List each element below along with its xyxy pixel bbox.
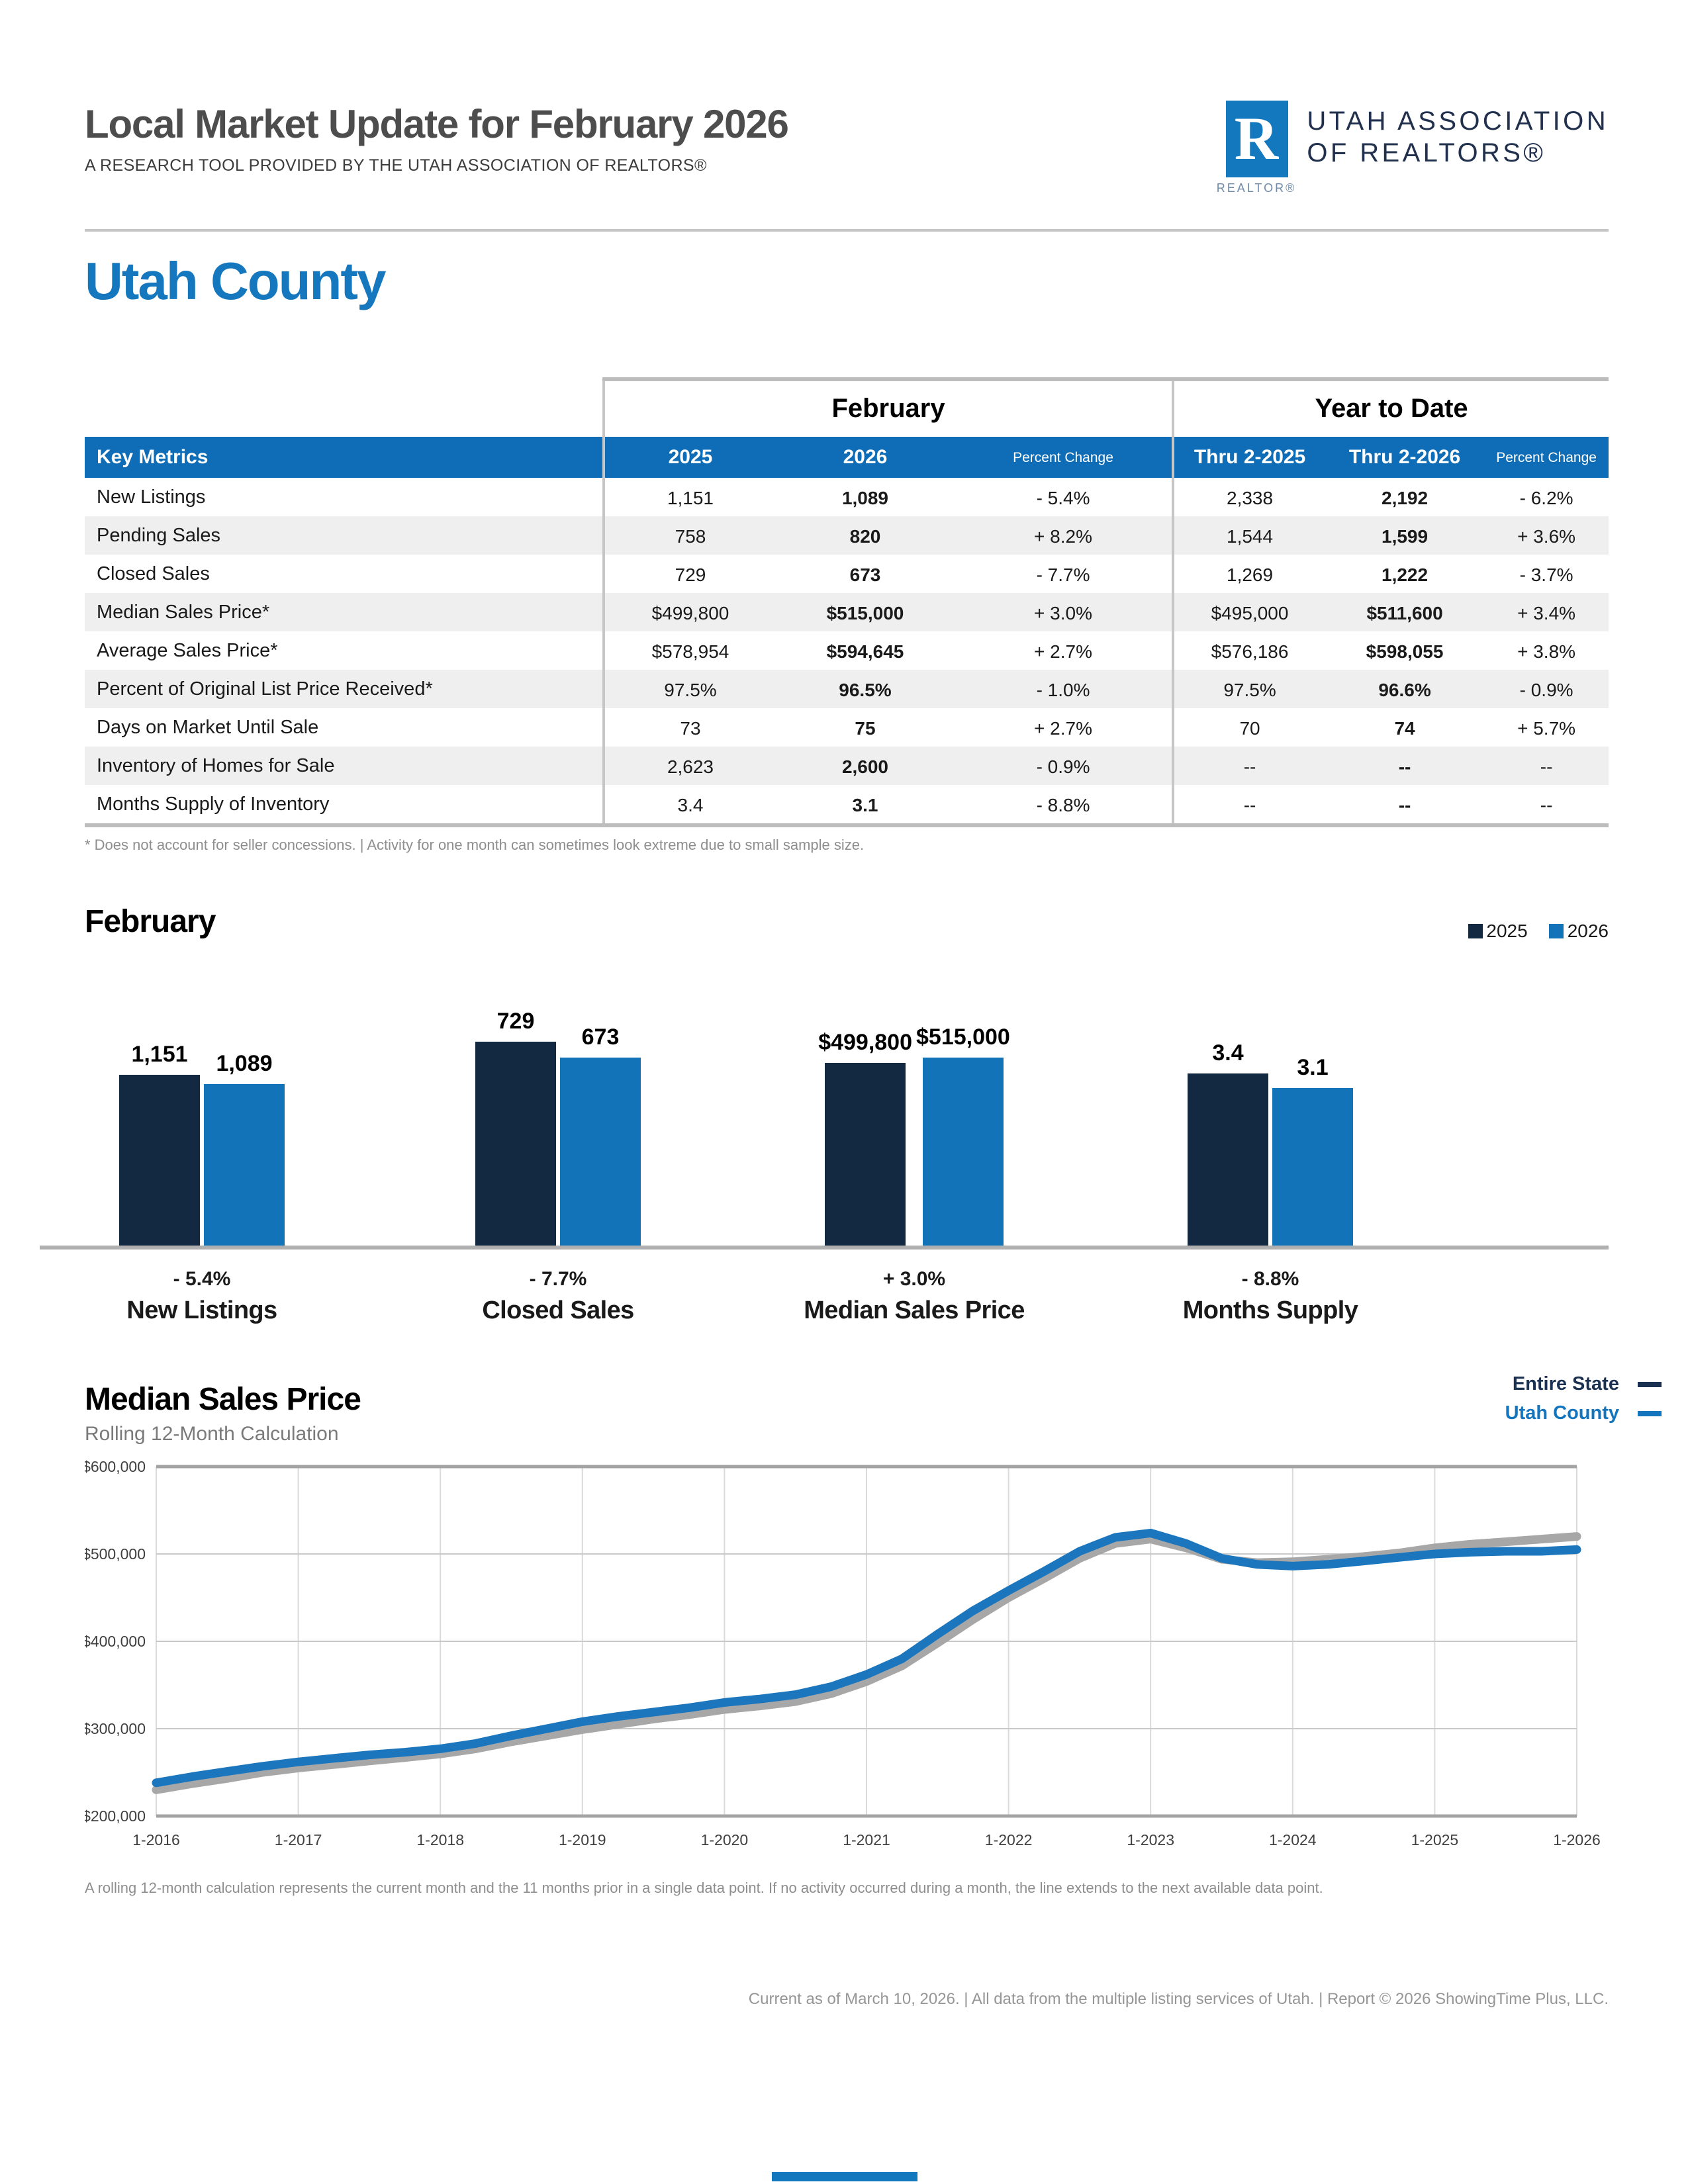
bar-rect — [475, 1042, 556, 1246]
metric-value: -- — [1173, 785, 1325, 825]
metric-value: 758 — [604, 516, 776, 555]
svg-text:1-2025: 1-2025 — [1411, 1831, 1459, 1848]
report-header — [85, 0, 1609, 195]
bar-group-months-supply — [1092, 1040, 1448, 1246]
metric-label: Closed Sales — [97, 563, 210, 584]
bar-value-label: $515,000 — [916, 1024, 1010, 1050]
bar-group-closed-sales — [380, 1009, 736, 1246]
svg-text:1-2026: 1-2026 — [1553, 1831, 1601, 1848]
table-row — [85, 555, 1609, 593]
table-row — [85, 747, 1609, 785]
metric-value: 729 — [604, 555, 776, 593]
metric-value: $576,186 — [1173, 631, 1325, 670]
group-header-spacer — [85, 379, 604, 437]
metric-value: -- — [1484, 785, 1609, 825]
bar-2026 — [560, 1024, 641, 1246]
category-label: New Listings — [126, 1297, 277, 1325]
line-chart-caption: A rolling 12-month calculation represents the current month and the 11 months prior in a single data point. If no activity occurred during a month, the line extends to the next available data point. — [85, 1881, 1323, 1897]
table-row — [85, 516, 1609, 555]
metric-value: -- — [1484, 747, 1609, 785]
metric-value: 2,338 — [1173, 478, 1325, 516]
svg-text:1-2020: 1-2020 — [700, 1831, 749, 1848]
metric-value: - 5.4% — [1036, 486, 1090, 508]
bar-group-new-listings — [24, 1042, 380, 1246]
metric-value: - 1.0% — [955, 670, 1173, 708]
entire-state-dash-icon — [1638, 1383, 1662, 1387]
header-divider — [85, 229, 1609, 232]
metric-value: 96.5% — [776, 670, 955, 708]
svg-text:1-2022: 1-2022 — [984, 1831, 1033, 1848]
group-header-ytd: Year to Date — [1173, 379, 1609, 437]
bar-rect — [1272, 1088, 1353, 1246]
table-footnote: * Does not account for seller concessions. | Activity for one month can sometimes look extreme due to small sample size. — [85, 838, 865, 854]
bar-chart-header — [85, 904, 1609, 941]
metric-value: + 3.6% — [1484, 516, 1609, 555]
line-chart-title: Median Sales Price — [85, 1382, 361, 1418]
metric-value: 2,600 — [776, 747, 955, 785]
category-label: Closed Sales — [482, 1297, 634, 1325]
svg-text:$300,000: $300,000 — [85, 1720, 146, 1737]
metric-value: -- — [1325, 785, 1484, 825]
bar-2026 — [204, 1051, 285, 1246]
table-row — [85, 478, 1609, 516]
table-row — [85, 670, 1609, 708]
bar-rect — [1188, 1073, 1268, 1246]
bar-rect — [204, 1084, 285, 1246]
legend-swatch-2026 — [1549, 924, 1564, 938]
svg-text:1-2024: 1-2024 — [1268, 1831, 1317, 1848]
bar-2026 — [1272, 1055, 1353, 1246]
svg-text:1-2016: 1-2016 — [132, 1831, 180, 1848]
metric-value: 2,192 — [1382, 486, 1429, 508]
report-subtitle: A RESEARCH TOOL PROVIDED BY THE UTAH ASSOCIATION OF REALTORS® — [85, 156, 707, 175]
table-row — [85, 593, 1609, 631]
metric-value: 1,544 — [1173, 516, 1325, 555]
bar-2025 — [1188, 1040, 1268, 1246]
metric-value: $499,800 — [604, 593, 776, 631]
bar-value-label: 729 — [496, 1009, 535, 1034]
metric-value: + 5.7% — [1517, 717, 1576, 738]
bar-chart-category-row — [24, 1291, 1448, 1326]
uar-logo — [1217, 101, 1609, 195]
metric-value: - 8.8% — [955, 785, 1173, 825]
bar-group-median-sales-price — [736, 1024, 1092, 1246]
metric-value: $515,000 — [776, 593, 955, 631]
metric-value: 1,151 — [604, 478, 776, 516]
metric-value: 73 — [604, 708, 776, 747]
line-chart-subtitle: Rolling 12-Month Calculation — [85, 1423, 339, 1445]
report-title: Local Market Update for February 2026 — [85, 103, 788, 147]
metric-label: Days on Market Until Sale — [97, 717, 319, 738]
bar-chart-plot — [24, 949, 1448, 1246]
metric-value: 1,269 — [1173, 555, 1325, 593]
svg-text:$500,000: $500,000 — [85, 1545, 146, 1563]
area-title: Utah County — [85, 253, 385, 311]
bar-value-label: 3.4 — [1212, 1040, 1244, 1066]
metric-value: + 2.7% — [1034, 640, 1092, 661]
metric-value: 1,089 — [841, 486, 889, 508]
metric-value: 70 — [1173, 708, 1325, 747]
median-sales-price-chart — [85, 1459, 1609, 1858]
bar-value-label: 673 — [581, 1024, 620, 1050]
metric-value: + 8.2% — [955, 516, 1173, 555]
report-header-text — [85, 103, 788, 175]
bar-chart-legend — [1468, 920, 1609, 941]
metric-value: 97.5% — [604, 670, 776, 708]
legend-item-entire-state: Entire State — [1505, 1374, 1662, 1395]
metric-label: Average Sales Price* — [97, 640, 278, 661]
metric-value: 96.6% — [1325, 670, 1484, 708]
percent-change-label: - 5.4% — [173, 1268, 231, 1291]
column-header: Thru 2-2026 — [1325, 437, 1484, 478]
bar-chart-percent-row — [24, 1250, 1448, 1291]
metric-value: 820 — [776, 516, 955, 555]
bottom-accent-bar — [771, 2172, 917, 2181]
metric-value: + 3.0% — [955, 593, 1173, 631]
bar-2025 — [119, 1042, 200, 1246]
metric-value: + 2.7% — [1034, 717, 1092, 738]
metric-value: $578,954 — [604, 631, 776, 670]
column-header: Percent Change — [1484, 437, 1609, 478]
bar-2025 — [818, 1030, 912, 1246]
legend-item-utah-county: Utah County — [1505, 1403, 1662, 1424]
metric-value: $598,055 — [1366, 640, 1444, 661]
metric-value: + 3.4% — [1484, 593, 1609, 631]
svg-text:$600,000: $600,000 — [85, 1459, 146, 1475]
bar-2026 — [916, 1024, 1010, 1246]
metric-label: Median Sales Price* — [85, 593, 604, 631]
column-header: Thru 2-2025 — [1173, 437, 1325, 478]
metric-value: 1,599 — [1325, 516, 1484, 555]
bar-chart-title: February — [85, 904, 216, 940]
svg-text:1-2019: 1-2019 — [558, 1831, 606, 1848]
realtor-r-icon: R — [1225, 101, 1288, 177]
legend-item-2026: 2026 — [1549, 920, 1609, 941]
metric-value: 75 — [855, 717, 876, 738]
realtor-label: REALTOR® — [1216, 181, 1297, 195]
category-label: Months Supply — [1182, 1297, 1358, 1325]
svg-text:1-2018: 1-2018 — [416, 1831, 465, 1848]
metric-value: 673 — [849, 563, 881, 584]
category-label: Median Sales Price — [804, 1297, 1025, 1325]
svg-text:1-2017: 1-2017 — [274, 1831, 322, 1848]
metric-label: Percent of Original List Price Received* — [85, 670, 604, 708]
legend-swatch-2025 — [1468, 924, 1482, 938]
metric-value: 2,623 — [604, 747, 776, 785]
svg-text:$400,000: $400,000 — [85, 1633, 146, 1650]
metric-value: 3.1 — [776, 785, 955, 825]
utah-county-dash-icon — [1638, 1412, 1662, 1416]
table-row — [85, 631, 1609, 670]
bar-value-label: 3.1 — [1297, 1055, 1329, 1080]
metric-value: - 6.2% — [1519, 486, 1573, 508]
column-header: 2025 — [604, 437, 776, 478]
table-row — [85, 708, 1609, 747]
metric-value: - 7.7% — [1036, 563, 1090, 584]
metric-value: $511,600 — [1325, 593, 1484, 631]
bar-2025 — [475, 1009, 556, 1246]
table-row — [85, 785, 1609, 825]
association-name-line1: UTAH ASSOCIATION — [1307, 107, 1609, 136]
metric-value: 97.5% — [1173, 670, 1325, 708]
bar-rect — [560, 1058, 641, 1246]
metric-label: New Listings — [97, 486, 206, 508]
metric-value: $594,645 — [826, 640, 904, 661]
metric-value: + 3.8% — [1517, 640, 1576, 661]
metric-value: 74 — [1394, 717, 1415, 738]
bar-value-label: 1,151 — [131, 1042, 188, 1067]
association-name — [1307, 106, 1609, 171]
report-footer-note: Current as of March 10, 2026. | All data from the multiple listing services of Utah. | Report © 2026 ShowingTime Plus, LLC. — [748, 1989, 1609, 2008]
metric-value: - 0.9% — [955, 747, 1173, 785]
svg-text:1-2021: 1-2021 — [843, 1831, 890, 1848]
metric-value: $495,000 — [1173, 593, 1325, 631]
metric-value: 1,222 — [1382, 563, 1429, 584]
association-name-line2: OF REALTORS® — [1307, 139, 1546, 169]
column-header: 2026 — [776, 437, 955, 478]
column-header: Percent Change — [955, 437, 1173, 478]
line-chart-plot — [85, 1459, 1609, 1865]
metric-value: -- — [1325, 747, 1484, 785]
metric-value: - 3.7% — [1519, 563, 1573, 584]
percent-change-label: + 3.0% — [882, 1268, 946, 1291]
percent-change-label: - 8.8% — [1241, 1268, 1299, 1291]
bar-value-label: 1,089 — [216, 1051, 273, 1076]
column-header: Key Metrics — [85, 437, 604, 478]
metric-label: Pending Sales — [85, 516, 604, 555]
metric-value: -- — [1173, 747, 1325, 785]
metric-value: 3.4 — [604, 785, 776, 825]
metric-label: Months Supply of Inventory — [85, 785, 604, 825]
metric-value: - 0.9% — [1484, 670, 1609, 708]
line-chart-header — [85, 1374, 1619, 1445]
bar-rect — [923, 1058, 1004, 1246]
svg-text:$200,000: $200,000 — [85, 1807, 146, 1825]
key-metrics-table — [85, 377, 1609, 827]
percent-change-label: - 7.7% — [529, 1268, 587, 1291]
bar-value-label: $499,800 — [818, 1030, 912, 1055]
bar-rect — [119, 1075, 200, 1246]
bar-rect — [825, 1063, 906, 1246]
legend-item-2025: 2025 — [1468, 920, 1527, 941]
metric-label: Inventory of Homes for Sale — [85, 747, 604, 785]
realtor-logo — [1217, 101, 1297, 195]
group-header-february: February — [604, 379, 1173, 437]
svg-text:1-2023: 1-2023 — [1127, 1831, 1175, 1848]
line-chart-legend — [1505, 1374, 1662, 1432]
